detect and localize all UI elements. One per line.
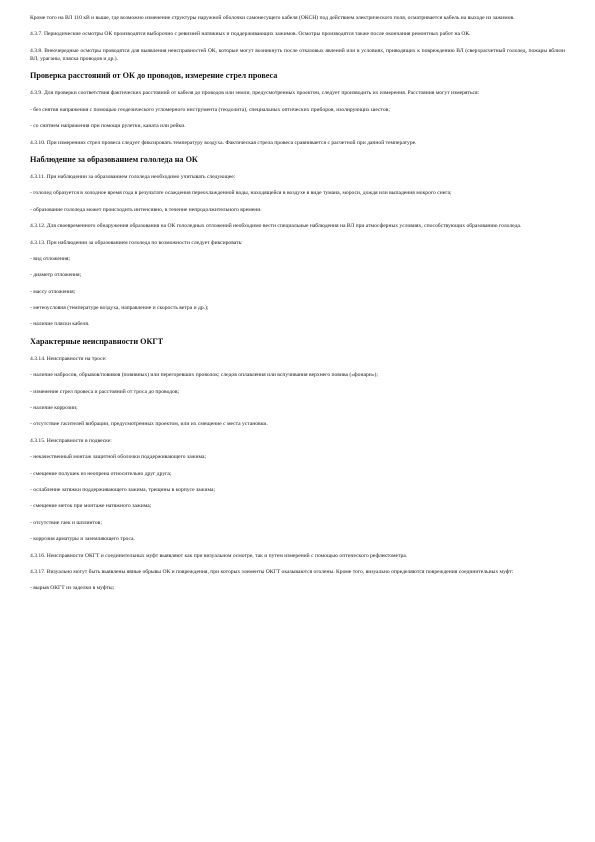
paragraph: 4.3.7. Периодические осмотры ОК производятся выборочно с ревизией натяжных и поддерживающих зажимов. Осмотры производятся также после окончания ремонтных работ на ОК. xyxy=(30,31,471,38)
section-heading: Наблюдение за образованием гололеда на ОК xyxy=(30,154,198,164)
paragraph: - метеоусловия (температуре воздуха, направление и скорость ветра и др.); xyxy=(30,305,209,312)
paragraph: - гололед образуется в холодное время года в результате осаждения переохлажденной воды, находящейся в воздухе в виде тумана, мороси, дождя или выпадения мокрого снега; xyxy=(30,190,452,197)
paragraph: 4.3.17. Визуально могут быть выявлены явные обрывы ОК и повреждения, при которых элементы ОКГТ оказываются оголены. Кроме того, визуально определяются повреждения соединительных муфт: xyxy=(30,568,514,575)
paragraph: - вырыв ОКГТ из заделки в муфты; xyxy=(30,585,115,592)
paragraph: - наличие пляски кабеля. xyxy=(30,321,90,328)
section-heading: Характерные неисправности ОКГТ xyxy=(30,336,164,346)
document-page xyxy=(30,14,565,601)
paragraph: - вид отложения; xyxy=(30,255,71,262)
paragraph: - диаметр отложения; xyxy=(30,272,82,279)
paragraph: - отсутствие гасителей вибрации, предусмотренных проектом, или их смещение с места установки. xyxy=(30,421,268,428)
paragraph: 4.3.10. При измерениях стрел провеса следует фиксировать температуру воздуха. Фактическая стрела провеса сравнивается с расчетной при данной температуре. xyxy=(30,139,417,146)
paragraph: - смещение меток при монтаже натяжного зажима; xyxy=(30,503,152,510)
paragraph: - ослабление затяжки поддерживающего зажима, трещины в корпусе зажима; xyxy=(30,486,216,493)
paragraph: 4.3.9. Для проверки соответствия фактических расстояний от кабеля до проводов или земли, предусмотренных проектом, следует производить их измерения. Расстояния могут измеряться: xyxy=(30,90,480,97)
paragraph: - массу отложения; xyxy=(30,288,76,295)
paragraph: 4.3.12. Для своевременного обнаружения образования на ОК гололедных отложений необходимо вести специальные наблюдения на ВЛ при атмосферных условиях, способствующих образованию гололеда. xyxy=(30,223,522,230)
paragraph: - отсутствие гаек и шплинтов; xyxy=(30,519,102,526)
paragraph: - образование гололеда может происходить интенсивно, в течение непродолжительного времени. xyxy=(30,206,262,213)
paragraph: - со снятием напряжения при помощи рулетки, каната или рейки. xyxy=(30,123,186,130)
paragraph: 4.3.8. Внеочередные осмотры проводятся для выявления неисправностей ОК, которые могут возникнуть после отказовых явлений или в условиях, приводящих к повреждению ВЛ (сверхрасчетный гололед, пожары вблизи ВЛ, ураганы, пляска проводов и др.). xyxy=(30,47,565,62)
paragraph: - изменение стрел провеса и расстояний от троса до проводов; xyxy=(30,388,180,395)
section-heading: Проверка расстояний от ОК до проводов, измерение стрел провеса xyxy=(30,71,278,81)
paragraph: 4.3.13. При наблюдении за образованием гололеда по возможности следует фиксировать: xyxy=(30,239,243,246)
paragraph: 4.3.15. Неисправности в подвеске: xyxy=(30,437,112,444)
paragraph: - наличие коррозии; xyxy=(30,405,78,412)
paragraph: 4.3.11. При наблюдении за образованием гололеда необходимо учитывать следующее: xyxy=(30,173,236,180)
paragraph: - коррозия арматуры и заземляющего троса. xyxy=(30,536,135,543)
paragraph: 4.3.16. Неисправности ОКГТ и соединительных муфт выявляют как при визуальном осмотре, так и путем измерений с помощью оптического рефлектометра. xyxy=(30,552,408,559)
paragraph: - смещение полушек из неопрена относительно друг друга; xyxy=(30,470,172,477)
paragraph: - без снятия напряжения с помощью геодезического угломерного инструмента (теодолита), специальных оптических приборов, изолирующих шестов; xyxy=(30,106,390,113)
paragraph: 4.3.14. Неисправности на тросе: xyxy=(30,355,107,362)
paragraph: - некачественный монтаж защитной оболочки поддерживающего зажима; xyxy=(30,454,207,461)
paragraph: Кроме того на ВЛ 110 кВ и выше, где возможно изменение структуры наружной оболочки самонесущего кабеля (ОКСН) под действием электрического поля, осматривается кабель на выходе из зажимов. xyxy=(30,15,515,21)
paragraph: - наличие набросов, обрывов/повивов (повивных) или перегоревших проволок; следов оплавления или вспучивания верхнего повива («фонари»); xyxy=(30,372,378,379)
